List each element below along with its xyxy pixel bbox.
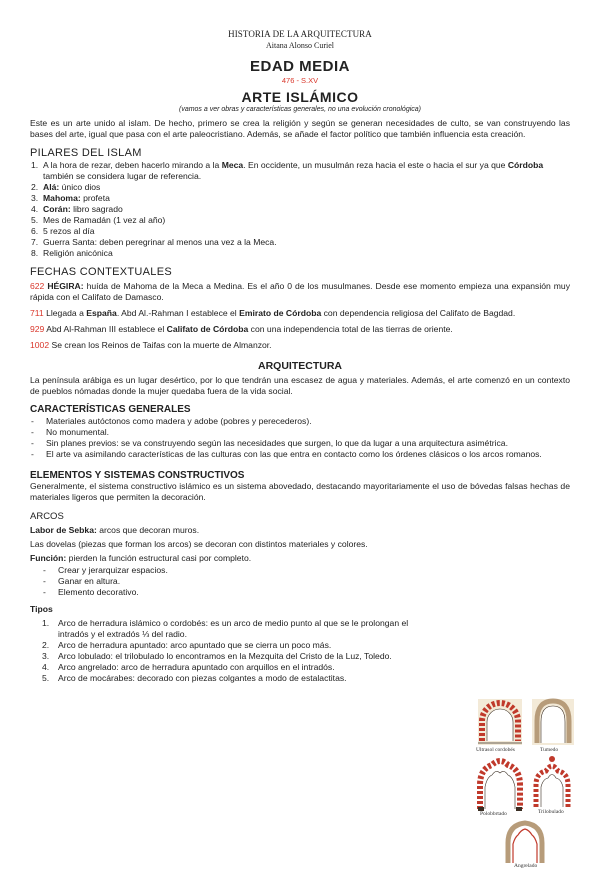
list-item: - Sin planes previos: se va construyendo según las necesidades que surgen, lo que da lugar a una arquitectura asimétrica. <box>31 438 508 448</box>
list-item: - No monumental. <box>31 427 110 437</box>
angrelado-arch-icon <box>508 823 542 863</box>
list-item: - Crear y jerarquizar espacios. <box>43 565 168 575</box>
fechas-heading: FECHAS CONTEXTUALES <box>30 266 173 278</box>
pilar-item: 7. Guerra Santa: deben peregrinar al menos una vez a la Meca. <box>31 237 277 247</box>
horseshoe-arch-icon <box>478 699 522 745</box>
caracteristicas-list <box>30 416 570 460</box>
tipo-item: 2. Arco de herradura apuntado: arco apuntado que se cierra un poco más. <box>42 640 332 650</box>
arch-caption: Tumedo <box>540 747 559 753</box>
arch-caption: Trilobulado <box>538 809 564 815</box>
intro-paragraph: Este es un arte unido al islam. De hecho, primero se crea la religión y según se generan necesidades de culto, se van construyendo las bases del arte, igual que pasa con el arte paleocristiano. Además, se añade el factor político que también influencia esta creación. <box>30 118 570 139</box>
pilar-item: 3. Mahoma: profeta <box>31 193 110 203</box>
list-item: - Materiales autóctonos como madera y adobe (pobres y perecederos). <box>31 416 312 426</box>
lobed-arch-icon <box>478 761 522 811</box>
tipo-item: 3. Arco lobulado: el trilobulado lo encontramos en la Mezquita del Cristo de la Luz, Toledo. <box>42 651 392 661</box>
fecha-entry: 1002 Se crean los Reinos de Taifas con la muerte de Almanzor. <box>30 340 272 350</box>
tipos-list <box>30 618 440 684</box>
list-item: - El arte va asimilando características de las culturas con las que entra en contacto como los órdenes clásicos o los arcos romanos. <box>31 449 542 459</box>
arch-caption: Ultrasol cordobés <box>476 747 515 753</box>
pilares-list <box>30 160 570 259</box>
pilar-item: 2. Alá: único dios <box>31 182 101 192</box>
era-dates: 476 - S.XV <box>281 76 319 85</box>
tipo-item: 4. Arco angrelado: arco de herradura apuntado con arquillos en el intradós. <box>42 662 335 672</box>
list-item: - Elemento decorativo. <box>43 587 139 597</box>
caracteristicas-heading: CARACTERÍSTICAS GENERALES <box>30 404 191 415</box>
funcion-list <box>30 565 570 598</box>
arcos-heading: ARCOS <box>30 511 64 522</box>
funcion-line: Función: pierden la función estructural casi por completo. <box>30 553 252 563</box>
tipo-item: 1. Arco de herradura islámico o cordobés: es un arco de medio punto al que se le prolongan el intradós y el extradós ⅓ del radio. <box>42 618 409 639</box>
pilares-heading: PILARES DEL ISLAM <box>30 147 142 159</box>
fecha-entry: 622 HÉGIRA: huída de Mahoma de la Meca a Medina. Es el año 0 de los musulmanes. Desde ese momento empieza una expansión muy rápida con el Califato de Damasco. <box>30 281 571 302</box>
pilar-item: 6. 5 rezos al día <box>31 226 95 236</box>
trilobed-arch-icon <box>536 756 568 807</box>
sebka-line: Labor de Sebka: arcos que decoran muros. <box>30 525 200 535</box>
pilar-item: 5. Mes de Ramadán (1 vez al año) <box>31 215 166 225</box>
tipo-item: 5. Arco de mocárabes: decorado con piezas colgantes a modo de estalactitas. <box>42 673 347 683</box>
document-page <box>0 29 600 877</box>
arquitectura-intro: La península arábiga es un lugar desértico, por lo que tendrán una escasez de agua y materiales. Además, el arte comenzó en un contexto de pueblos nómadas donde la mujer quedaba fuera de la vida social. <box>30 375 570 396</box>
topic-note: (vamos a ver obras y características generales, no una evolución cronológica) <box>178 106 421 113</box>
fecha-entry: 929 Abd Al-Rahman III establece el Califato de Córdoba con una independencia total de las tierras de oriente. <box>30 324 453 334</box>
pilar-item: 1. A la hora de rezar, deben hacerlo mirando a la Meca. En occidente, un musulmán reza hacia el este o hacia el sur ya que Córdoba también se considera lugar de referencia. <box>31 160 544 181</box>
pilar-item: 8. Religión anicónica <box>31 248 113 258</box>
fecha-entry: 711 Llegada a España. Abd Al.-Rahman I establece el Emirato de Córdoba con dependencia religiosa del Califato de Bagdad. <box>30 308 516 318</box>
elementos-intro: Generalmente, el sistema constructivo islámico es un sistema abovedado, destacando mayoritariamente el uso de bóvedas falsas hechas de materiales ligeros que permiten la decoración. <box>30 481 570 502</box>
arch-caption: Polobbrtado <box>480 811 507 817</box>
arch-illustrations <box>470 697 580 869</box>
list-item: - Ganar en altura. <box>43 576 121 586</box>
pointed-arch-icon <box>532 699 574 745</box>
author-name: Aitana Alonso Curiel <box>266 41 334 50</box>
era-title: EDAD MEDIA <box>249 58 350 75</box>
arch-caption: Angrelado <box>514 863 538 869</box>
arch-drawings <box>470 697 580 869</box>
dovelas-line: Las dovelas (piezas que forman los arcos) se decoran con distintos materiales y colores. <box>30 539 368 549</box>
pilar-item: 4. Corán: libro sagrado <box>31 204 123 214</box>
arquitectura-heading: ARQUITECTURA <box>258 360 342 372</box>
tipos-heading: Tipos <box>30 604 53 614</box>
topic-title: ARTE ISLÁMICO <box>241 89 359 105</box>
elementos-heading: ELEMENTOS Y SISTEMAS CONSTRUCTIVOS <box>30 470 245 481</box>
course-title: HISTORIA DE LA ARQUITECTURA <box>228 29 372 39</box>
